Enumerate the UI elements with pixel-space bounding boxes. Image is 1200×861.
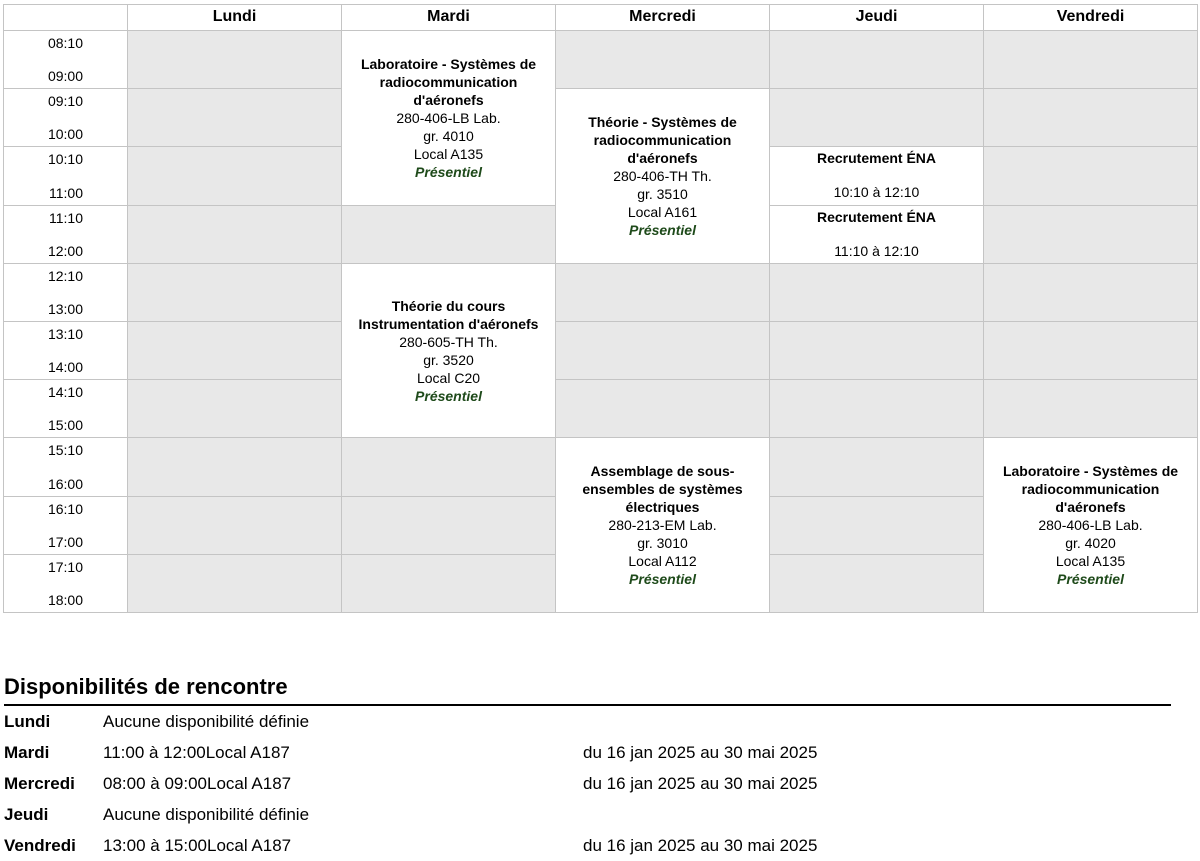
time-end: 11:00 — [49, 185, 83, 201]
time-start: 17:10 — [47, 559, 83, 575]
day-header-1: Mardi — [341, 4, 556, 31]
availability-row — [0, 706, 1175, 737]
time-start: 16:10 — [47, 501, 83, 517]
course-title: Laboratoire - Systèmes de radiocommunication d'aéronefs — [1002, 463, 1179, 515]
time-cell — [3, 88, 128, 147]
empty-slot[interactable] — [983, 146, 1198, 206]
course-group: gr. 3510 — [637, 186, 688, 202]
day-header-3: Jeudi — [769, 4, 984, 31]
recruitment-block[interactable] — [769, 205, 984, 264]
availability-row — [0, 830, 1175, 861]
availability-time: Aucune disponibilité définie — [103, 805, 310, 824]
availability-range: du 16 jan 2025 au 30 mai 2025 — [583, 836, 818, 855]
empty-slot[interactable] — [983, 379, 1198, 438]
empty-slot[interactable] — [983, 321, 1198, 380]
course-room: Local A135 — [1055, 553, 1126, 569]
time-end: 18:00 — [47, 592, 83, 608]
course-mode: Présentiel — [1057, 571, 1124, 587]
recruitment-time: 11:10 à 12:10 — [834, 243, 919, 259]
course-block[interactable] — [555, 437, 770, 613]
empty-slot[interactable] — [127, 437, 342, 497]
course-code: 280-605-TH Th. — [399, 333, 498, 350]
course-group: gr. 3520 — [423, 351, 474, 368]
time-start: 15:10 — [47, 442, 83, 458]
availability-day: Mercredi — [4, 774, 75, 793]
empty-slot[interactable] — [769, 379, 984, 438]
empty-slot[interactable] — [555, 263, 770, 322]
time-cell — [3, 379, 128, 438]
course-block[interactable] — [341, 263, 556, 438]
course-mode: Présentiel — [415, 387, 482, 404]
empty-slot[interactable] — [555, 321, 770, 380]
time-end: 09:00 — [47, 68, 83, 84]
empty-slot[interactable] — [127, 30, 342, 89]
time-end: 10:00 — [47, 126, 83, 142]
empty-slot[interactable] — [983, 263, 1198, 322]
availability-row — [0, 799, 1175, 830]
time-start: 10:10 — [47, 151, 83, 167]
empty-slot[interactable] — [555, 379, 770, 438]
availability-day: Vendredi — [4, 836, 76, 855]
empty-slot[interactable] — [983, 88, 1198, 147]
empty-slot[interactable] — [769, 88, 984, 147]
empty-slot[interactable] — [769, 496, 984, 555]
course-code: 280-406-LB Lab. — [1038, 517, 1143, 533]
time-start: 08:10 — [47, 35, 83, 51]
course-group: gr. 4020 — [1065, 535, 1116, 551]
course-mode: Présentiel — [415, 164, 482, 180]
availability-row — [0, 768, 1175, 799]
empty-slot[interactable] — [769, 30, 984, 89]
time-cell — [3, 30, 128, 89]
time-cell — [3, 321, 128, 380]
empty-slot[interactable] — [769, 263, 984, 322]
course-title: Théorie du cours Instrumentation d'aéronefs — [358, 297, 539, 332]
empty-slot[interactable] — [127, 321, 342, 380]
course-code: 280-406-LB Lab. — [396, 110, 501, 126]
empty-slot[interactable] — [127, 146, 342, 206]
availability-range: du 16 jan 2025 au 30 mai 2025 — [583, 774, 818, 793]
empty-slot[interactable] — [127, 554, 342, 613]
availability-row — [0, 737, 1175, 768]
empty-slot[interactable] — [341, 496, 556, 555]
time-cell — [3, 437, 128, 497]
time-start: 09:10 — [47, 93, 83, 109]
availability-section — [0, 672, 1175, 861]
availability-list — [0, 706, 1175, 861]
course-title: Laboratoire - Systèmes de radiocommunication d'aéronefs — [360, 56, 537, 108]
course-room: Local A112 — [628, 553, 697, 569]
time-end: 15:00 — [47, 417, 83, 433]
empty-slot[interactable] — [341, 437, 556, 497]
time-end: 14:00 — [47, 359, 83, 375]
course-title: Assemblage de sous-ensembles de systèmes électriques — [582, 463, 743, 515]
course-mode: Présentiel — [629, 571, 696, 587]
time-start: 13:10 — [47, 326, 83, 342]
empty-slot[interactable] — [983, 30, 1198, 89]
empty-slot[interactable] — [341, 205, 556, 264]
empty-slot[interactable] — [127, 379, 342, 438]
course-room: Local C20 — [416, 369, 481, 386]
empty-slot[interactable] — [127, 205, 342, 264]
time-start: 12:10 — [47, 268, 83, 284]
course-title: Théorie - Systèmes de radiocommunication d'aéronefs — [588, 114, 737, 166]
course-group: gr. 3010 — [637, 535, 688, 551]
time-start: 14:10 — [47, 384, 83, 400]
availability-range: du 16 jan 2025 au 30 mai 2025 — [583, 743, 818, 762]
empty-slot[interactable] — [127, 496, 342, 555]
availability-time: Aucune disponibilité définie — [103, 712, 310, 731]
time-end: 12:00 — [47, 243, 83, 259]
course-block[interactable] — [555, 88, 770, 264]
course-mode: Présentiel — [629, 222, 696, 238]
empty-slot[interactable] — [341, 554, 556, 613]
time-start: 11:10 — [49, 210, 83, 226]
time-cell — [3, 554, 128, 613]
recruitment-time: 10:10 à 12:10 — [833, 184, 920, 200]
time-cell — [3, 496, 128, 555]
time-cell — [3, 263, 128, 322]
empty-slot[interactable] — [127, 263, 342, 322]
empty-slot[interactable] — [555, 30, 770, 89]
availability-time: 08:00 à 09:00Local A187 — [103, 774, 292, 793]
empty-slot[interactable] — [769, 321, 984, 380]
empty-slot[interactable] — [983, 205, 1198, 264]
availability-day: Mardi — [4, 743, 50, 762]
course-room: Local A135 — [413, 146, 484, 162]
day-header-2: Mercredi — [555, 4, 770, 31]
time-end: 17:00 — [47, 534, 83, 550]
availability-title: Disponibilités de rencontre — [4, 672, 1171, 706]
empty-slot[interactable] — [769, 554, 984, 613]
course-block[interactable] — [341, 30, 556, 206]
empty-slot[interactable] — [769, 437, 984, 497]
course-group: gr. 4010 — [423, 128, 474, 144]
course-room: Local A161 — [627, 204, 698, 220]
course-code: 280-406-TH Th. — [613, 168, 712, 184]
time-cell — [3, 146, 128, 206]
time-cell — [3, 205, 128, 264]
recruitment-title: Recrutement ÉNA — [816, 209, 937, 225]
recruitment-block[interactable] — [769, 146, 984, 206]
course-code: 280-213-EM Lab. — [608, 517, 717, 533]
header-corner — [3, 4, 128, 31]
course-block[interactable] — [983, 437, 1198, 613]
availability-day: Lundi — [4, 712, 51, 731]
availability-day: Jeudi — [4, 805, 49, 824]
day-header-0: Lundi — [127, 4, 342, 31]
availability-time: 11:00 à 12:00Local A187 — [103, 743, 290, 762]
availability-time: 13:00 à 15:00Local A187 — [103, 836, 292, 855]
day-header-4: Vendredi — [983, 4, 1198, 31]
empty-slot[interactable] — [127, 88, 342, 147]
time-end: 16:00 — [47, 476, 83, 492]
recruitment-title: Recrutement ÉNA — [816, 150, 937, 166]
time-end: 13:00 — [47, 301, 83, 317]
